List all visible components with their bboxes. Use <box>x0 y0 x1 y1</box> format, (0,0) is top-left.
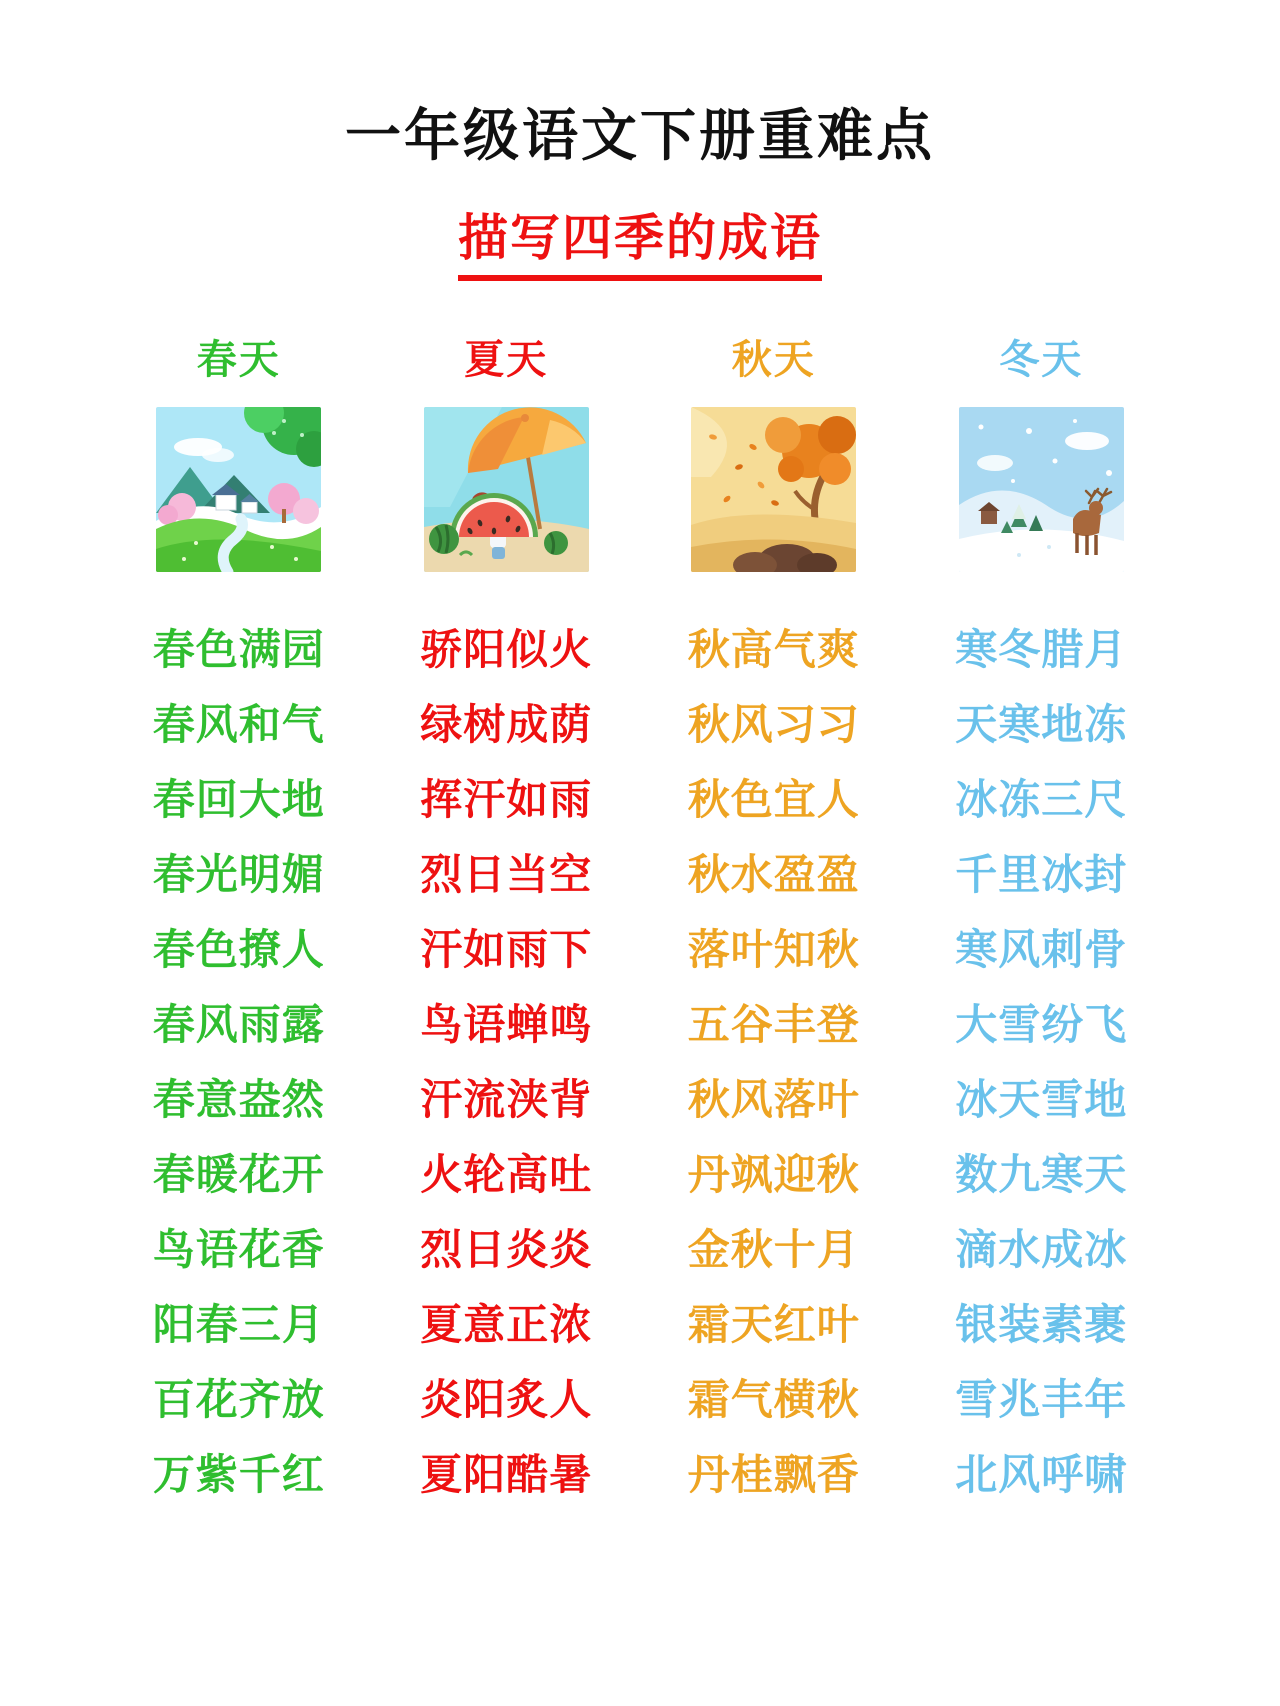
idiom-item: 汗流浃背 <box>420 1076 593 1123</box>
season-header-spring: 春天 <box>196 338 281 382</box>
autumn-scene-image <box>691 407 856 572</box>
idiom-item: 北风呼啸 <box>955 1451 1128 1498</box>
idiom-list-winter <box>908 612 1176 1512</box>
idiom-item: 骄阳似火 <box>420 626 593 673</box>
summer-scene-image <box>424 407 589 572</box>
idiom-item: 丹桂飘香 <box>687 1451 860 1498</box>
idiom-item: 炎阳炙人 <box>420 1376 593 1423</box>
idiom-item: 天寒地冻 <box>955 701 1128 748</box>
season-column-autumn <box>640 337 908 1512</box>
idiom-item: 寒冬腊月 <box>955 626 1128 673</box>
idiom-item: 滴水成冰 <box>955 1226 1128 1273</box>
idiom-item: 五谷丰登 <box>687 1001 860 1048</box>
season-header-summer: 夏天 <box>464 338 549 382</box>
idiom-list-autumn <box>640 612 908 1512</box>
idiom-item: 春意盎然 <box>152 1076 325 1123</box>
winter-scene-image <box>959 407 1124 572</box>
season-column-summer <box>373 337 641 1512</box>
idiom-item: 冰天雪地 <box>955 1076 1128 1123</box>
idiom-item: 秋色宜人 <box>687 776 860 823</box>
idiom-item: 秋高气爽 <box>687 626 860 673</box>
idiom-item: 万紫千红 <box>152 1451 325 1498</box>
spring-scene-image <box>156 407 321 572</box>
idiom-item: 大雪纷飞 <box>955 1001 1128 1048</box>
idiom-item: 烈日当空 <box>420 851 593 898</box>
idiom-item: 春光明媚 <box>152 851 325 898</box>
idiom-item: 秋水盈盈 <box>687 851 860 898</box>
idiom-item: 百花齐放 <box>152 1376 325 1423</box>
idiom-item: 夏意正浓 <box>420 1301 593 1348</box>
idiom-item: 秋风落叶 <box>687 1076 860 1123</box>
idiom-item: 金秋十月 <box>687 1226 860 1273</box>
idiom-item: 挥汗如雨 <box>420 776 593 823</box>
idiom-item: 冰冻三尺 <box>955 776 1128 823</box>
idiom-item: 雪兆丰年 <box>955 1376 1128 1423</box>
season-column-spring <box>105 337 373 1512</box>
idiom-item: 烈日炎炎 <box>420 1226 593 1273</box>
idiom-item: 霜天红叶 <box>687 1301 860 1348</box>
idiom-list-spring <box>105 612 373 1512</box>
idiom-item: 阳春三月 <box>152 1301 325 1348</box>
idiom-item: 春回大地 <box>152 776 325 823</box>
page-title: 一年级语文下册重难点 <box>345 104 935 167</box>
season-header-autumn: 秋天 <box>731 338 816 382</box>
idiom-item: 丹飒迎秋 <box>687 1151 860 1198</box>
seasons-grid <box>105 337 1175 1512</box>
idiom-item: 鸟语花香 <box>152 1226 325 1273</box>
season-header-winter: 冬天 <box>999 338 1084 382</box>
idiom-item: 春色满园 <box>152 626 325 673</box>
idiom-list-summer <box>373 612 641 1512</box>
idiom-item: 霜气横秋 <box>687 1376 860 1423</box>
idiom-item: 春色撩人 <box>152 926 325 973</box>
idiom-item: 千里冰封 <box>955 851 1128 898</box>
page-subtitle-row <box>0 198 1280 281</box>
season-column-winter <box>908 337 1176 1512</box>
idiom-item: 秋风习习 <box>687 701 860 748</box>
idiom-item: 汗如雨下 <box>420 926 593 973</box>
idiom-item: 寒风刺骨 <box>955 926 1128 973</box>
idiom-item: 银装素裹 <box>955 1301 1128 1348</box>
idiom-item: 春风和气 <box>152 701 325 748</box>
idiom-item: 数九寒天 <box>955 1151 1128 1198</box>
idiom-item: 夏阳酷暑 <box>420 1451 593 1498</box>
idiom-item: 鸟语蝉鸣 <box>420 1001 593 1048</box>
idiom-item: 春暖花开 <box>152 1151 325 1198</box>
idiom-item: 春风雨露 <box>152 1001 325 1048</box>
idiom-item: 火轮高吐 <box>420 1151 593 1198</box>
page-subtitle: 描写四季的成语 <box>458 198 822 281</box>
idiom-item: 绿树成荫 <box>420 701 593 748</box>
idiom-item: 落叶知秋 <box>687 926 860 973</box>
